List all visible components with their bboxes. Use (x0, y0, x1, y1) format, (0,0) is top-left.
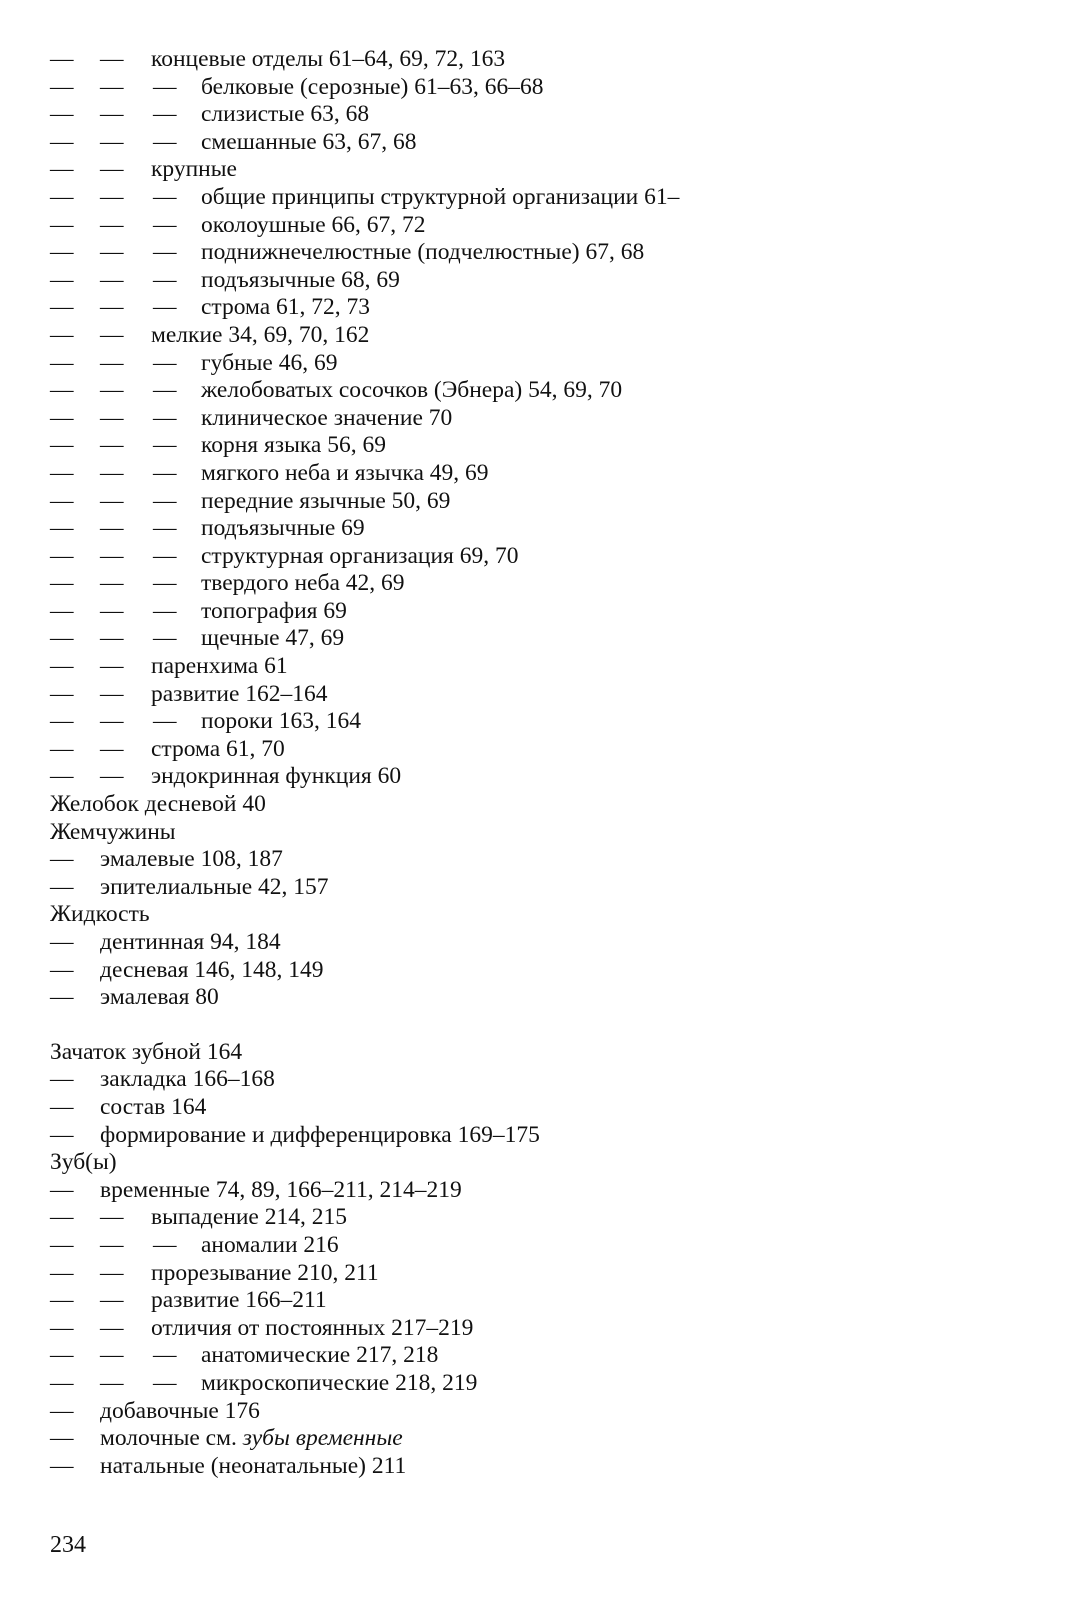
index-entry (50, 1039, 1050, 1067)
level-dash: — (153, 349, 177, 376)
level-dash: — (153, 211, 177, 238)
entry-label: слизистые 63, 68 (201, 101, 370, 128)
entry-label: подъязычные 68, 69 (201, 266, 400, 293)
level-dash: — (153, 377, 177, 404)
level-dash: — (100, 349, 124, 376)
level-dash: — (100, 1342, 124, 1369)
entry-label: крупные (151, 156, 237, 183)
entry-text (151, 322, 369, 350)
level-dash: — (153, 73, 177, 100)
level-dash: — (153, 239, 177, 266)
index-entry (50, 129, 1050, 157)
level-dash: — (100, 377, 124, 404)
entry-label: губные 46, 69 (201, 349, 338, 376)
index-entry (50, 212, 1050, 240)
level-dash: — (50, 404, 74, 431)
entry-text (201, 294, 370, 322)
entry-text (50, 819, 176, 847)
entry-label: микроскопические 218, 219 (201, 1369, 478, 1396)
entry-text (201, 350, 337, 378)
entry-label: молочные см. (100, 1425, 243, 1452)
index-entry (50, 1370, 1050, 1398)
entry-text (100, 1122, 540, 1150)
level-dash: — (50, 377, 74, 404)
entry-text (201, 267, 400, 295)
entry-text (201, 460, 489, 488)
level-dash: — (100, 432, 124, 459)
level-dash: — (50, 763, 74, 790)
level-dash: — (153, 1231, 177, 1258)
entry-text (201, 212, 426, 240)
index-entry (50, 1177, 1050, 1205)
level-dash: — (100, 1259, 124, 1286)
level-dash: — (50, 1287, 74, 1314)
level-dash: — (100, 459, 124, 486)
entry-label: строма 61, 72, 73 (201, 294, 371, 321)
level-dash: — (50, 321, 74, 348)
level-dash: — (50, 183, 74, 210)
entry-label: выпадение 214, 215 (151, 1204, 347, 1231)
index-entry (50, 984, 1050, 1012)
level-dash: — (100, 46, 124, 72)
index-entry (50, 1066, 1050, 1094)
section-gap (50, 1012, 1050, 1039)
index-entry (50, 763, 1050, 791)
index-entry (50, 322, 1050, 350)
entry-text (100, 957, 324, 985)
level-dash: — (50, 1369, 74, 1396)
index-entry (50, 1315, 1050, 1343)
page-number: 234 (50, 1532, 86, 1558)
level-dash: — (50, 1204, 74, 1231)
level-dash: — (100, 183, 124, 210)
index-entry (50, 515, 1050, 543)
level-dash: — (50, 1231, 74, 1258)
entry-label: десневая 146, 148, 149 (100, 956, 324, 983)
entry-label: развитие 166–211 (151, 1287, 327, 1314)
level-dash: — (100, 1287, 124, 1314)
index-entry (50, 1260, 1050, 1288)
level-dash: — (153, 597, 177, 624)
entry-label: отличия от постоянных 217–219 (151, 1314, 474, 1341)
level-dash: — (50, 349, 74, 376)
level-dash: — (100, 1231, 124, 1258)
entry-text (201, 432, 386, 460)
level-dash: — (50, 1066, 74, 1093)
index-entry (50, 405, 1050, 433)
index-entry (50, 598, 1050, 626)
level-dash: — (100, 597, 124, 624)
entry-text (201, 1342, 438, 1370)
entry-text (151, 1287, 327, 1315)
index-entry (50, 377, 1050, 405)
entry-label: Зачаток зубной 164 (50, 1038, 243, 1065)
entry-text (201, 515, 365, 543)
entry-label: аномалии 216 (201, 1231, 339, 1258)
index-entry (50, 184, 1050, 212)
entry-text (100, 984, 219, 1012)
entry-text (151, 681, 328, 709)
entry-text (100, 929, 281, 957)
entry-label: эмалевые 108, 187 (100, 846, 283, 873)
level-dash: — (50, 1259, 74, 1286)
index-entry (50, 846, 1050, 874)
index-entry (50, 957, 1050, 985)
index-entry (50, 1122, 1050, 1150)
entry-label: паренхима 61 (151, 653, 288, 680)
level-dash: — (100, 680, 124, 707)
level-dash: — (153, 1342, 177, 1369)
entry-label: подъязычные 69 (201, 515, 365, 542)
level-dash: — (50, 542, 74, 569)
entry-label: передние язычные 50, 69 (201, 487, 451, 514)
entry-text (201, 598, 347, 626)
level-dash: — (100, 239, 124, 266)
level-dash: — (100, 487, 124, 514)
level-dash: — (100, 625, 124, 652)
level-dash: — (50, 873, 74, 900)
index-entry (50, 460, 1050, 488)
level-dash: — (50, 239, 74, 266)
entry-text (50, 1149, 117, 1177)
level-dash: — (153, 183, 177, 210)
index-entry (50, 901, 1050, 929)
index-entry (50, 488, 1050, 516)
entry-text (201, 74, 543, 102)
level-dash: — (50, 597, 74, 624)
level-dash: — (100, 1369, 124, 1396)
entry-label: дентинная 94, 184 (100, 929, 281, 955)
level-dash: — (50, 1314, 74, 1341)
entry-label: Зуб(ы) (50, 1149, 117, 1176)
entry-text (100, 1094, 206, 1122)
index-entry (50, 625, 1050, 653)
index-entry (50, 1342, 1050, 1370)
index-entries (50, 46, 1050, 1480)
level-dash: — (50, 101, 74, 128)
index-entry (50, 1287, 1050, 1315)
level-dash: — (100, 101, 124, 128)
level-dash: — (100, 763, 124, 790)
entry-label: анатомические 217, 218 (201, 1342, 439, 1369)
level-dash: — (50, 73, 74, 100)
entry-label: смешанные 63, 67, 68 (201, 128, 417, 155)
level-dash: — (50, 459, 74, 486)
entry-text (100, 874, 329, 902)
level-dash: — (100, 128, 124, 155)
index-entry (50, 46, 1050, 74)
entry-label: эмалевая 80 (100, 984, 219, 1011)
entry-label: Жемчужины (50, 818, 176, 845)
entry-text (50, 1039, 242, 1067)
entry-label: временные 74, 89, 166–211, 214–219 (100, 1176, 462, 1203)
level-dash: — (153, 101, 177, 128)
entry-label: общие принципы структурной организации 61– (201, 183, 680, 210)
index-entry (50, 791, 1050, 819)
index-entry (50, 350, 1050, 378)
level-dash: — (50, 46, 74, 72)
entry-text (151, 736, 285, 764)
entry-label: щечные 47, 69 (201, 625, 345, 652)
level-dash: — (50, 156, 74, 183)
entry-label: прорезывание 210, 211 (151, 1259, 379, 1286)
entry-label: состав 164 (100, 1093, 207, 1120)
level-dash: — (50, 1121, 74, 1148)
index-entry (50, 1149, 1050, 1177)
index-entry (50, 267, 1050, 295)
index-entry (50, 543, 1050, 571)
entry-text (201, 570, 405, 598)
entry-label: закладка 166–168 (100, 1066, 275, 1093)
level-dash: — (50, 984, 74, 1011)
level-dash: — (50, 735, 74, 762)
level-dash: — (50, 1425, 74, 1452)
level-dash: — (50, 432, 74, 459)
index-entry (50, 708, 1050, 736)
level-dash: — (50, 1093, 74, 1120)
level-dash: — (50, 956, 74, 983)
level-dash: — (50, 846, 74, 873)
entry-text (50, 791, 266, 819)
entry-label: клиническое значение 70 (201, 404, 453, 431)
entry-label: пороки 163, 164 (201, 708, 361, 735)
level-dash: — (153, 459, 177, 486)
entry-text (151, 1260, 379, 1288)
level-dash: — (50, 1176, 74, 1203)
entry-text (201, 377, 622, 405)
entry-text (201, 625, 344, 653)
entry-label: белковые (серозные) 61–63, 66–68 (201, 73, 544, 100)
entry-text (151, 46, 505, 74)
level-dash: — (50, 1397, 74, 1424)
entry-label: формирование и дифференцировка 169–175 (100, 1121, 540, 1148)
level-dash: — (50, 653, 74, 680)
level-dash: — (153, 294, 177, 321)
entry-label: желобоватых сосочков (Эбнера) 54, 69, 70 (201, 377, 623, 404)
index-entry (50, 819, 1050, 847)
entry-text (201, 708, 361, 736)
entry-text (151, 156, 237, 184)
entry-text (100, 1425, 403, 1453)
entry-text (100, 1066, 275, 1094)
entry-text (151, 653, 288, 681)
entry-label: Желобок десневой 40 (50, 791, 266, 818)
level-dash: — (50, 211, 74, 238)
level-dash: — (153, 708, 177, 735)
level-dash: — (153, 1369, 177, 1396)
index-entry (50, 1204, 1050, 1232)
entry-text (100, 1177, 462, 1205)
entry-text (201, 405, 452, 433)
entry-text (201, 1370, 477, 1398)
entry-label: концевые отделы 61–64, 69, 72, 163 (151, 46, 506, 72)
index-entry (50, 239, 1050, 267)
level-dash: — (50, 570, 74, 597)
level-dash: — (100, 73, 124, 100)
entry-label: Жидкость (50, 901, 150, 928)
level-dash: — (100, 542, 124, 569)
level-dash: — (50, 294, 74, 321)
index-entry (50, 1398, 1050, 1426)
level-dash: — (153, 404, 177, 431)
index-entry (50, 294, 1050, 322)
level-dash: — (50, 515, 74, 542)
level-dash: — (50, 487, 74, 514)
level-dash: — (153, 128, 177, 155)
level-dash: — (100, 294, 124, 321)
entry-label: твердого неба 42, 69 (201, 570, 405, 597)
level-dash: — (100, 735, 124, 762)
level-dash: — (100, 211, 124, 238)
level-dash: — (153, 432, 177, 459)
entry-label: развитие 162–164 (151, 680, 328, 707)
entry-label: строма 61, 70 (151, 735, 285, 762)
entry-label: эндокринная функция 60 (151, 763, 402, 790)
entry-text (50, 901, 150, 929)
index-entry (50, 432, 1050, 460)
index-entry (50, 681, 1050, 709)
index-entry (50, 1425, 1050, 1453)
index-entry (50, 874, 1050, 902)
level-dash: — (153, 487, 177, 514)
level-dash: — (100, 708, 124, 735)
level-dash: — (153, 570, 177, 597)
entry-text (151, 1315, 473, 1343)
entry-label: структурная организация 69, 70 (201, 542, 519, 569)
index-entry (50, 653, 1050, 681)
level-dash: — (100, 156, 124, 183)
level-dash: — (153, 515, 177, 542)
level-dash: — (100, 515, 124, 542)
level-dash: — (100, 570, 124, 597)
entry-label: добавочные 176 (100, 1397, 260, 1424)
level-dash: — (100, 321, 124, 348)
entry-label: эпителиальные 42, 157 (100, 873, 329, 900)
entry-label: мелкие 34, 69, 70, 162 (151, 321, 370, 348)
level-dash: — (50, 1452, 74, 1479)
entry-text (100, 1453, 406, 1481)
level-dash: — (100, 1314, 124, 1341)
entry-label: топография 69 (201, 597, 347, 624)
entry-text (201, 543, 518, 571)
level-dash: — (50, 680, 74, 707)
level-dash: — (50, 708, 74, 735)
entry-text (151, 1204, 347, 1232)
entry-text (100, 846, 283, 874)
level-dash: — (100, 266, 124, 293)
entry-label: натальные (неонатальные) 211 (100, 1452, 407, 1479)
index-entry (50, 101, 1050, 129)
index-entry (50, 929, 1050, 957)
level-dash: — (100, 1204, 124, 1231)
level-dash: — (100, 404, 124, 431)
index-entry (50, 570, 1050, 598)
level-dash: — (100, 653, 124, 680)
index-entry (50, 156, 1050, 184)
index-entry (50, 1453, 1050, 1481)
index-entry (50, 736, 1050, 764)
index-entry (50, 74, 1050, 102)
level-dash: — (153, 266, 177, 293)
index-entry (50, 1232, 1050, 1260)
entry-label: корня языка 56, 69 (201, 432, 386, 459)
entry-text (201, 1232, 339, 1260)
level-dash: — (50, 1342, 74, 1369)
entry-text (151, 763, 401, 791)
level-dash: — (153, 625, 177, 652)
entry-label: околоушные 66, 67, 72 (201, 211, 426, 238)
level-dash: — (50, 266, 74, 293)
entry-text (201, 129, 417, 157)
level-dash: — (50, 625, 74, 652)
level-dash: — (50, 128, 74, 155)
entry-text (201, 488, 450, 516)
level-dash: — (153, 542, 177, 569)
entry-label: поднижнечелюстные (подчелюстные) 67, 68 (201, 239, 645, 266)
entry-text (201, 184, 679, 212)
entry-text (201, 239, 644, 267)
entry-text (100, 1398, 260, 1426)
level-dash: — (50, 929, 74, 955)
cross-reference: зубы временные (242, 1425, 403, 1452)
entry-label: мягкого неба и язычка 49, 69 (201, 459, 489, 486)
index-entry (50, 1094, 1050, 1122)
entry-text (201, 101, 369, 129)
